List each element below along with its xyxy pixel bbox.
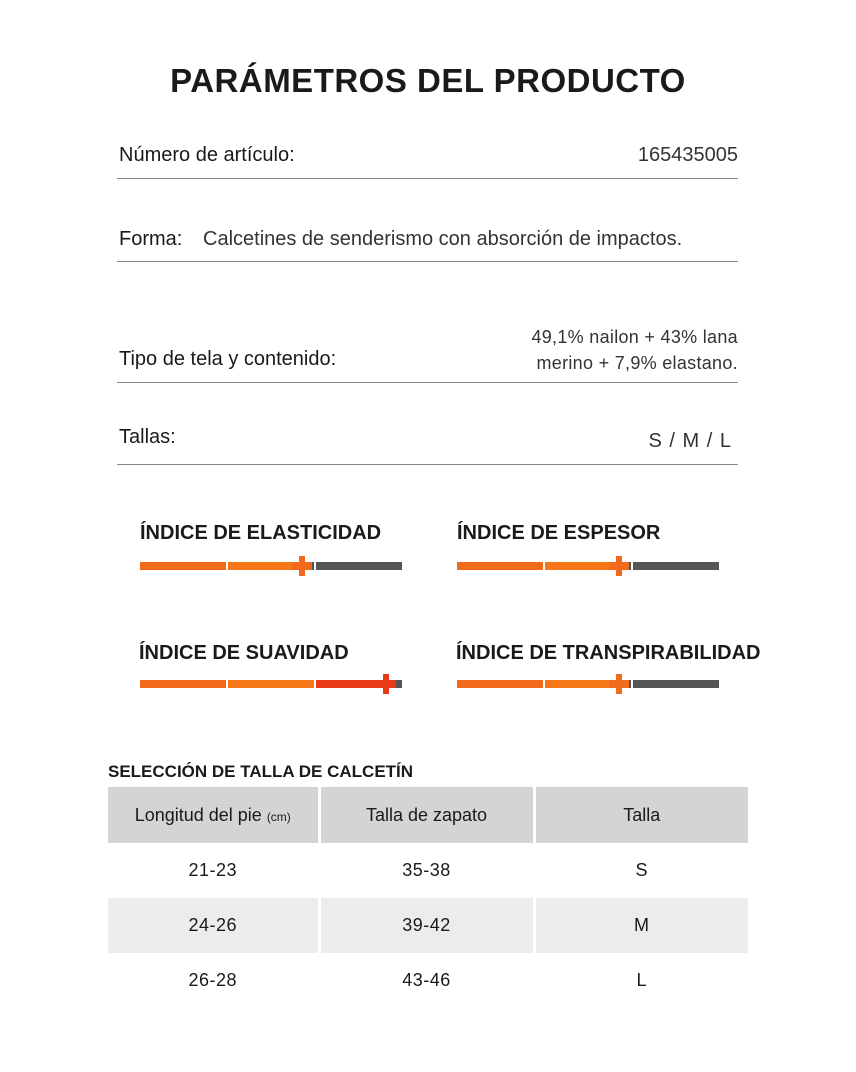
meter-segment: [316, 562, 402, 570]
breathability-index-title: ÍNDICE DE TRANSPIRABILIDAD: [456, 642, 761, 664]
meter-segment: [545, 680, 619, 688]
table-row: [108, 953, 748, 1008]
meter-segment: [457, 562, 543, 570]
table-row: [108, 843, 748, 898]
breathability-index-bar: [457, 674, 719, 694]
thickness-index-bar: [457, 556, 719, 576]
size-table-header: [108, 787, 748, 843]
meter-marker-cross: [292, 562, 312, 570]
meter-marker-cross: [376, 680, 396, 688]
softness-index-bar: [140, 674, 402, 694]
softness-index-title: ÍNDICE DE SUAVIDAD: [139, 642, 349, 664]
foot-length-cell: 24-26: [108, 898, 319, 953]
foot-length-cell: 21-23: [188, 860, 238, 880]
page-title: PARÁMETROS DEL PRODUCTO: [170, 62, 686, 99]
foot-length-header-label: Longitud del pie: [134, 804, 262, 825]
param-row-form: [117, 222, 738, 262]
shoe-size-header: Talla de zapato: [319, 787, 534, 843]
table-row: [108, 898, 748, 953]
shoe-size-cell: 43-46: [319, 953, 534, 1008]
sizes-value: S / M / L: [648, 430, 732, 452]
foot-length-header: [108, 787, 319, 843]
elasticity-index-bar: [140, 556, 402, 576]
meter-segment: [457, 680, 543, 688]
sock-size-header: Talla: [534, 787, 748, 843]
sock-size-cell: S: [635, 860, 648, 880]
meter-marker-cross: [609, 562, 629, 570]
meter-segment: [633, 680, 719, 688]
article-value: 165435005: [637, 144, 738, 166]
param-row-sizes: [117, 420, 738, 465]
param-row-article: [117, 138, 738, 179]
meter-segment: [545, 562, 619, 570]
meter-segment: [633, 562, 719, 570]
form-label: Forma:: [119, 228, 183, 250]
meter-segment: [140, 562, 226, 570]
fabric-value: [478, 324, 738, 376]
form-value: Calcetines de senderismo con absorción de impactos.: [203, 228, 683, 250]
sock-size-cell: L: [636, 970, 647, 990]
foot-length-unit: (cm): [266, 809, 291, 824]
param-row-fabric: [117, 320, 738, 383]
sizes-label: Tallas:: [119, 426, 176, 448]
meter-marker-cross: [609, 680, 629, 688]
fabric-value-line1: 49,1% nailon + 43% lana: [531, 327, 738, 347]
elasticity-index-title: ÍNDICE DE ELASTICIDAD: [140, 522, 382, 544]
sock-size-cell: M: [534, 898, 748, 953]
shoe-size-cell: 35-38: [319, 843, 534, 898]
size-selection-title: SELECCIÓN DE TALLA DE CALCETÍN: [108, 762, 414, 781]
meter-segment: [140, 680, 226, 688]
meter-segment: [228, 680, 314, 688]
shoe-size-cell: 39-42: [319, 898, 534, 953]
article-label: Número de artículo:: [119, 144, 295, 166]
meter-segment: [228, 562, 302, 570]
fabric-value-line2: merino + 7,9% elastano.: [536, 353, 738, 373]
foot-length-cell: 26-28: [188, 970, 238, 990]
size-table: [108, 787, 748, 1008]
thickness-index-title: ÍNDICE DE ESPESOR: [457, 522, 661, 544]
fabric-label: Tipo de tela y contenido:: [119, 348, 337, 370]
